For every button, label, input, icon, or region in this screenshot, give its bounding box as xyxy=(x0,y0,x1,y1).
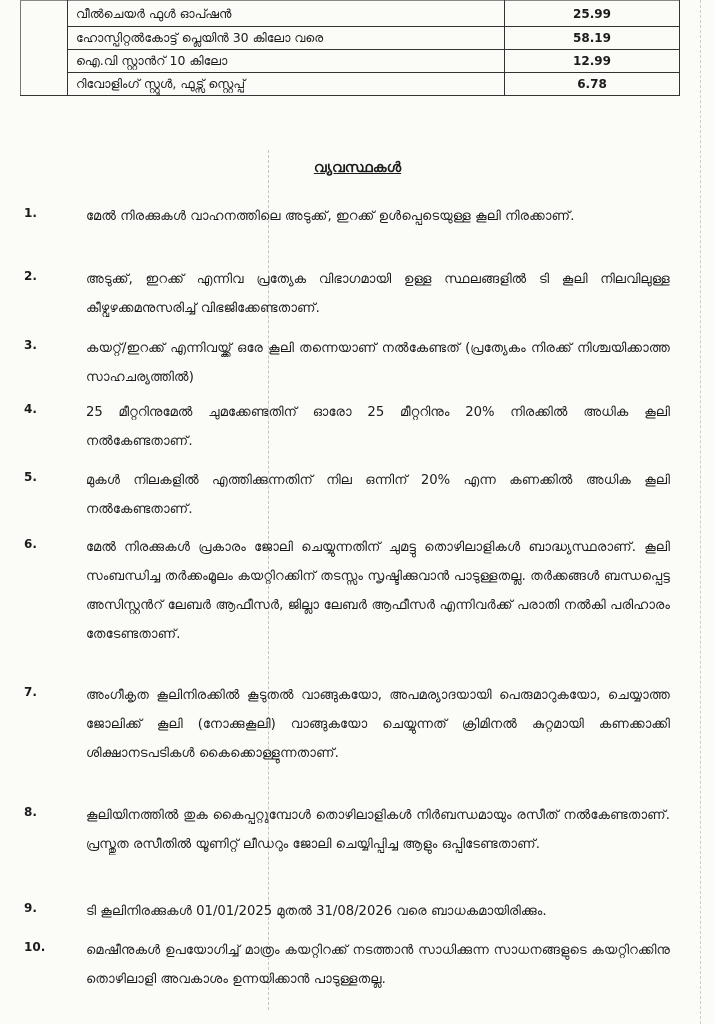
price-cell: 6.78 xyxy=(505,73,680,96)
condition-text: കയറ്റ്/ഇറക്ക് എന്നിവയ്ക്ക് ഒരേ കൂലി തന്നെയാണ് നൽകേണ്ടത് (പ്രത്യേകം നിരക്ക് നിശ്ചയിക്കാത്ത സാഹചര്യത്തിൽ) xyxy=(86,341,670,385)
section-title-text: വ്യവസ്ഥകൾ xyxy=(313,160,402,176)
item-cell: ഐ.വി സ്റ്റാൻറ് 10 കിലോ xyxy=(68,50,505,73)
condition-number: 6. xyxy=(24,537,37,551)
condition-number: 8. xyxy=(24,805,37,819)
condition-text: മെഷീനുകൾ ഉപയോഗിച്ച് മാത്രം കയറ്റിറക്ക് നടത്താൻ സാധിക്കുന്ന സാധനങ്ങളുടെ കയറ്റിറക്കിനു തൊഴിലാളി അവകാശം ഉന്നയിക്കാൻ പാടുള്ളതല്ല. xyxy=(86,943,670,987)
price-cell: 12.99 xyxy=(505,50,680,73)
condition-number: 3. xyxy=(24,338,37,352)
item-cell: വീൽചെയർ ഫുൾ ഓപ്ഷൻ xyxy=(68,1,505,27)
condition-number: 1. xyxy=(24,206,37,220)
price-cell: 58.19 xyxy=(505,27,680,50)
condition-number: 4. xyxy=(24,402,37,416)
condition-text: കൂലിയിനത്തിൽ തുക കൈപ്പറ്റുമ്പോൾ തൊഴിലാളികൾ നിർബന്ധമായും രസീത് നൽകേണ്ടതാണ്. പ്രസ്തുത രസീതിൽ യൂണിറ്റ് ലീഡറും ജോലി ചെയ്യിപ്പിച്ച ആളും ഒപ്പിടേണ്ടതാണ്. xyxy=(86,808,670,852)
item-cell: റിവോളിംഗ് സ്റ്റൂൾ, ഫുട്സ് സ്റ്റെപ്പ് xyxy=(68,73,505,96)
condition-text: മേൽ നിരക്കുകൾ വാഹനത്തിലെ അടുക്ക്, ഇറക്ക് ഉൾപ്പെടെയുള്ള കൂലി നിരക്കാണ്. xyxy=(86,209,575,224)
condition-number: 5. xyxy=(24,470,37,484)
item-cell: ഹോസ്പിറ്റൽകോട്ട് പ്ലെയിൻ 30 കിലോ വരെ xyxy=(68,27,505,50)
condition-text: അടുക്ക്, ഇറക്ക് എന്നിവ പ്രത്യേക വിഭാഗമായി ഉള്ള സ്ഥലങ്ങളിൽ ടി കൂലി നിലവിലുള്ള കീഴ്വഴക്കമനുസരിച്ച് വിഭജിക്കേണ്ടതാണ്. xyxy=(86,272,670,316)
condition-text: അംഗീകൃത കൂലിനിരക്കിൽ കൂടുതൽ വാങ്ങുകയോ, അപമര്യാദയായി പെരുമാറുകയോ, ചെയ്യാത്ത ജോലിക്ക് കൂലി (നോക്കുകൂലി) വാങ്ങുകയോ ചെയ്യുന്നത് ക്രിമിനൽ കുറ്റമായി കണക്കാക്കി ശിക്ഷാനടപടികൾ കൈക്കൊള്ളുന്നതാണ്. xyxy=(86,688,670,761)
condition-number: 7. xyxy=(24,685,37,699)
condition-number: 2. xyxy=(24,269,37,283)
condition-text: മുകൾ നിലകളിൽ എത്തിക്കുന്നതിന് നില ഒന്നിന് 20% എന്ന കണക്കിൽ അധിക കൂലി നൽകേണ്ടതാണ്. xyxy=(86,473,670,517)
condition-text: മേൽ നിരക്കുകൾ പ്രകാരം ജോലി ചെയ്യുന്നതിന് ചുമട്ടു തൊഴിലാളികൾ ബാദ്ധ്യസ്ഥരാണ്. കൂലി സംബന്ധിച്ച തർക്കംമൂലം കയറ്റിറക്കിന് തടസ്സം സൃഷ്ടിക്കുവാൻ പാടുള്ളതല്ല. തർക്കങ്ങൾ ബന്ധപ്പെട്ട അസിസ്റ്റൻറ് ലേബർ ആഫീസർ, ജില്ലാ ലേബർ ആഫീസർ എന്നിവർക്ക് പരാതി നൽകി പരിഹാരം തേടേണ്ടതാണ്. xyxy=(86,540,670,642)
price-cell: 25.99 xyxy=(505,1,680,27)
condition-number: 9. xyxy=(24,901,37,915)
condition-text: 25 മീറ്ററിനുമേൽ ചുമക്കേണ്ടതിന് ഓരോ 25 മീറ്ററിനും 20% നിരക്കിൽ അധിക കൂലി നൽകേണ്ടതാണ്. xyxy=(86,405,670,449)
condition-text: ടി കൂലിനിരക്കുകൾ 01/01/2025 മുതൽ 31/08/2026 വരെ ബാധകമായിരിക്കും. xyxy=(86,904,547,919)
condition-number: 10. xyxy=(24,940,46,954)
